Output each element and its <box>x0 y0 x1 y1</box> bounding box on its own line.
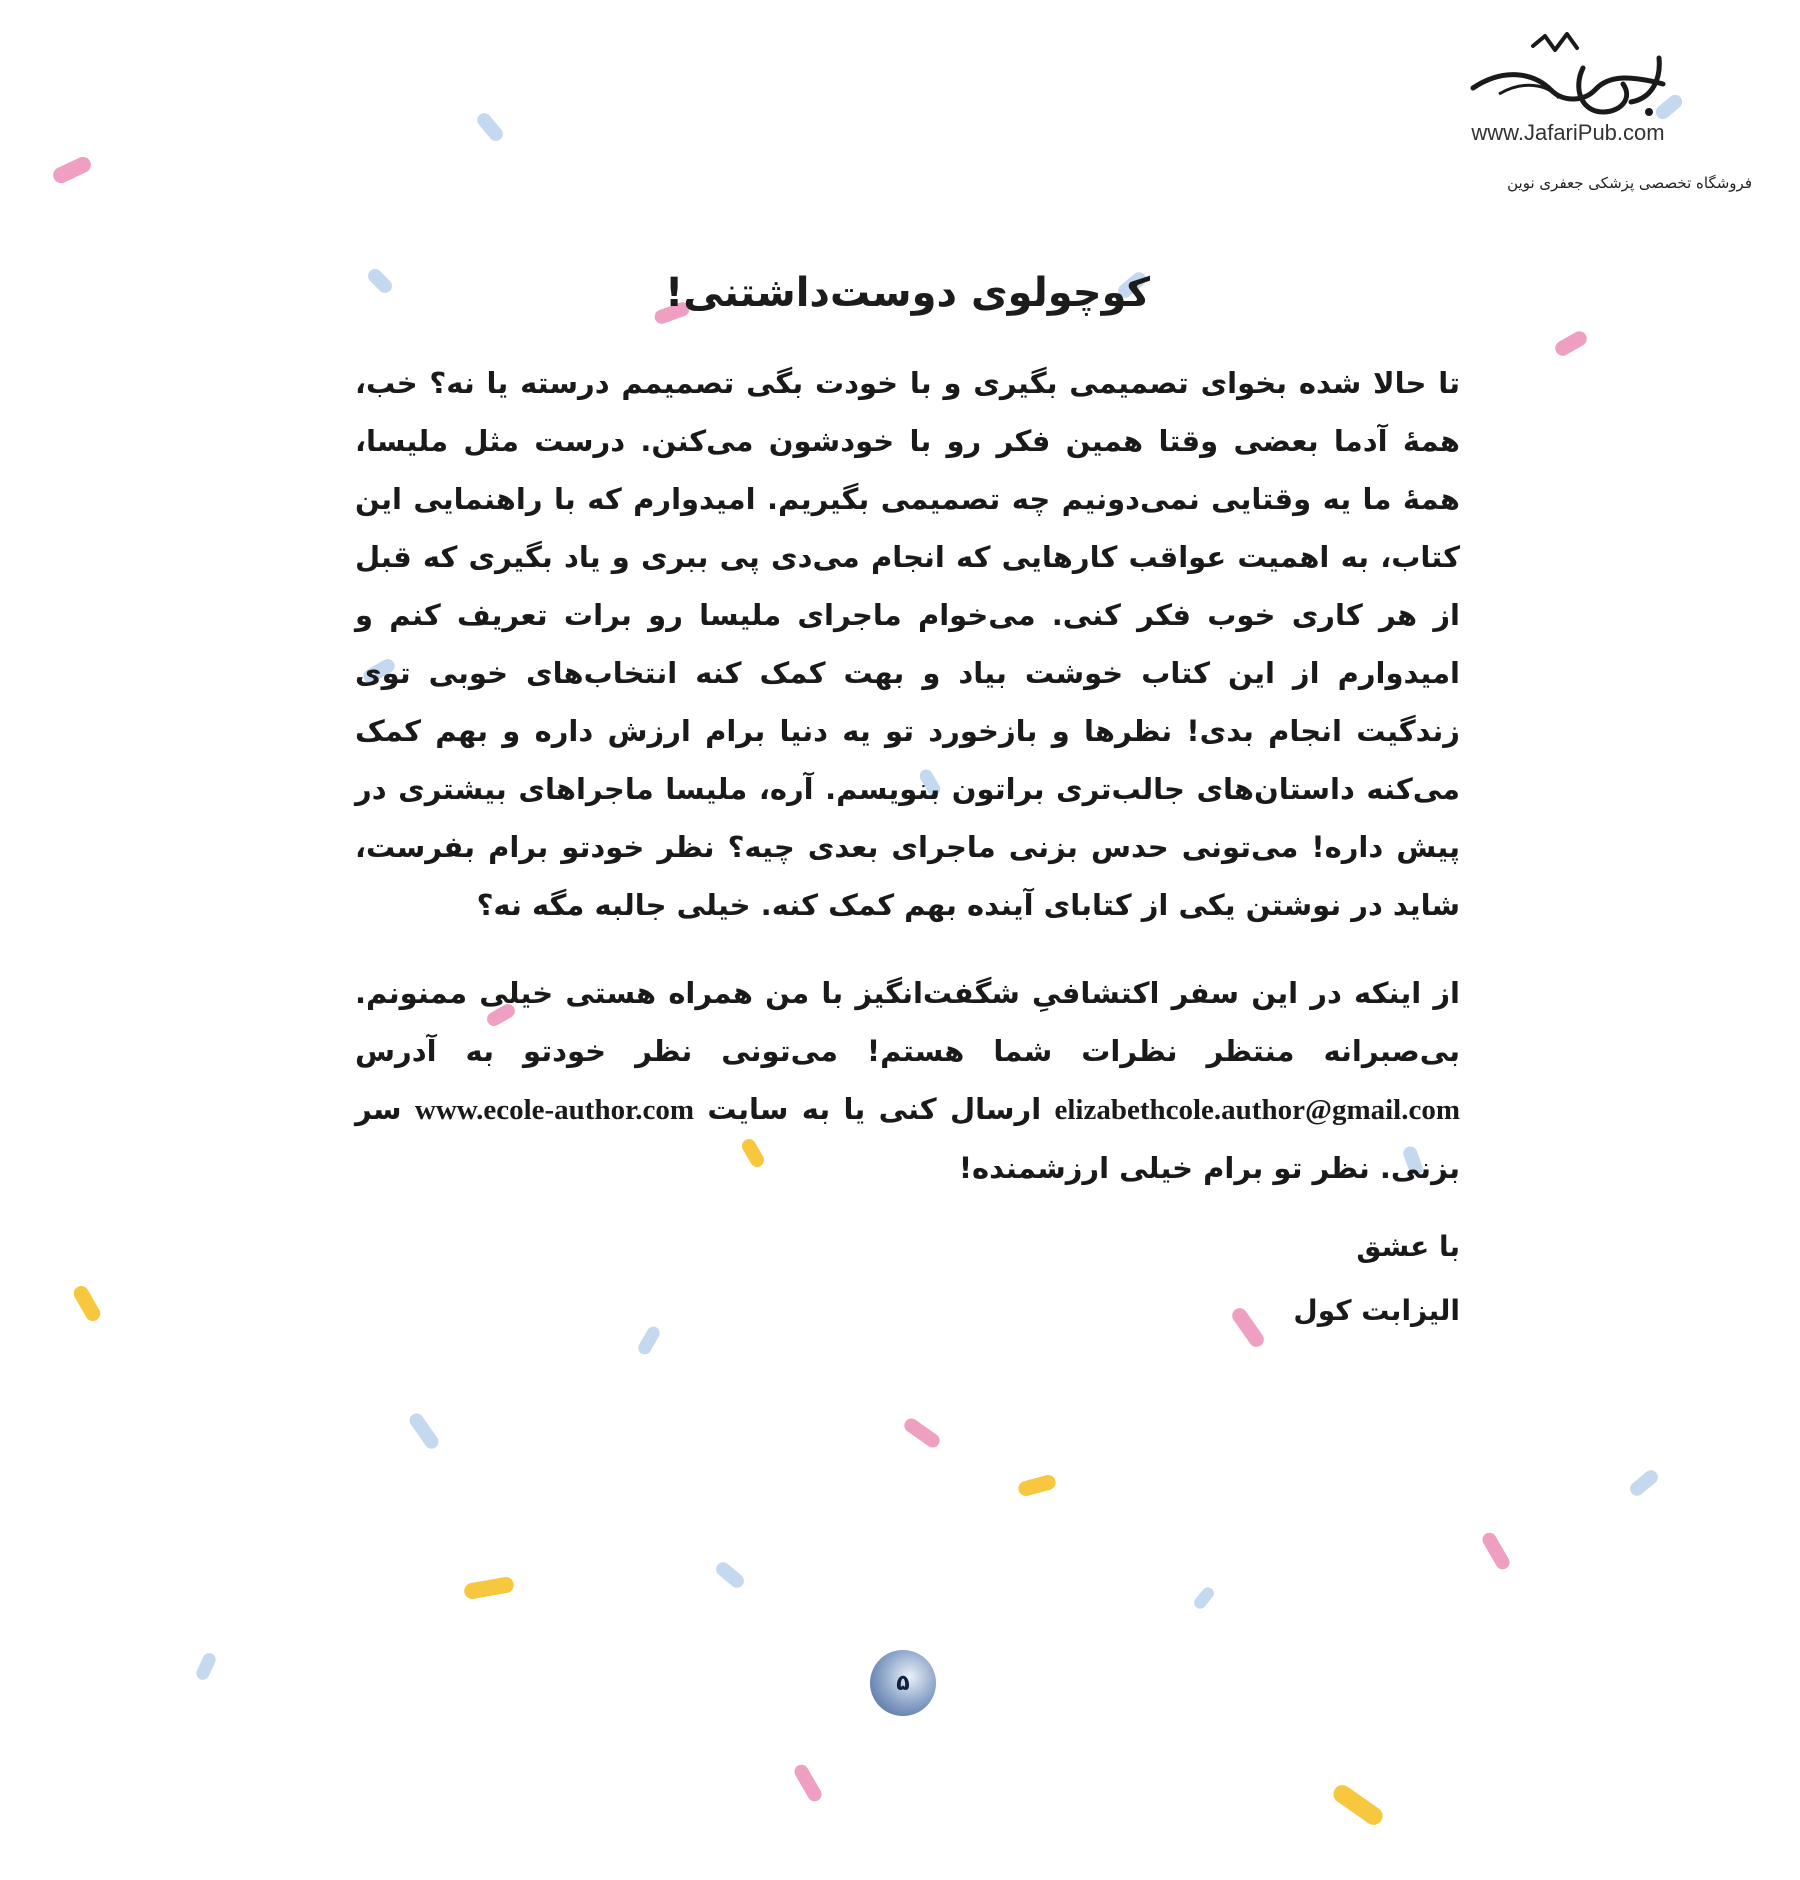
confetti-piece <box>194 1651 218 1682</box>
confetti-piece <box>1192 1585 1217 1611</box>
confetti-piece <box>792 1762 824 1804</box>
closing-text-2: ارسال کنی یا به سایت <box>694 1092 1055 1126</box>
confetti-piece <box>1553 329 1590 359</box>
publisher-logo <box>1428 28 1708 146</box>
closing-paragraph <box>355 964 1460 1197</box>
confetti-piece <box>474 110 505 144</box>
page-number-badge <box>870 1650 936 1716</box>
confetti-piece <box>1627 1467 1661 1498</box>
intro-paragraph: تا حالا شده بخوای تصمیمی بگیری و با خودت بگی تصمیمم درسته یا نه؟ خب، همهٔ آدما بعضی وقتا همین فکر رو با خودشون می‌کنن. درست مثل ملیسا، همهٔ ما یه وقتایی نمی‌دونیم چه تصمیمی بگیریم. امیدوارم که با راهنمایی این کتاب، به اهمیت عواقب کارهایی که انجام می‌دی پی ببری و یاد بگیری که قبل از هر کاری خوب فکر کنی. می‌خوام ماجرای ملیسا رو برات تعریف کنم و امیدوارم از این کتاب خوشت بیاد و بهت کمک کنه انتخاب‌های خوبی توی زندگیت انجام بدی! نظرها و بازخورد تو یه دنیا برام ارزش داره و بهم کمک می‌کنه داستان‌های جالب‌تری براتون بنویسم. آره، ملیسا ماجراهای بیشتری در پیش داره! می‌تونی حدس بزنی ماجرای بعدی چیه؟ نظر خودتو برام بفرست، شاید در نوشتن یکی از کتابای آینده بهم کمک کنه. خیلی جالبه مگه نه؟ <box>355 366 1460 922</box>
closing-text-3: سر بزنی. نظر تو برام خیلی ارزشمنده! <box>355 1092 1460 1185</box>
confetti-piece <box>71 1283 103 1323</box>
publisher-caption: فروشگاه تخصصی پزشکی جعفری نوین <box>1507 174 1752 192</box>
publisher-url: www.JafariPub.com <box>1471 120 1665 145</box>
closing-text-1: از اینکه در این سفر اکتشافیِ شگفت‌انگیز با من همراه هستی خیلی ممنونم. بی‌صبرانه منتظر نظرات شما هستم! می‌تونی نظر خودتو به آدرس <box>355 976 1460 1068</box>
confetti-piece <box>463 1576 515 1600</box>
author-website: www.ecole-author.com <box>414 1094 695 1126</box>
confetti-piece <box>1330 1782 1386 1829</box>
page-number: ۵ <box>896 1670 910 1696</box>
confetti-piece <box>1480 1530 1512 1572</box>
confetti-piece <box>1017 1473 1058 1497</box>
confetti-piece <box>713 1559 747 1590</box>
publisher-logo-mark <box>1463 28 1673 118</box>
letter-content <box>355 270 1460 1331</box>
page-title: کوچولوی دوست‌داشتنی! <box>665 270 1150 316</box>
author-signature: الیزابت کول <box>1293 1294 1460 1327</box>
author-email: elizabethcole.author@gmail.com <box>1054 1094 1460 1126</box>
signoff: با عشق <box>1356 1230 1460 1263</box>
confetti-piece <box>902 1416 943 1450</box>
confetti-piece <box>50 154 93 185</box>
confetti-piece <box>407 1411 441 1452</box>
